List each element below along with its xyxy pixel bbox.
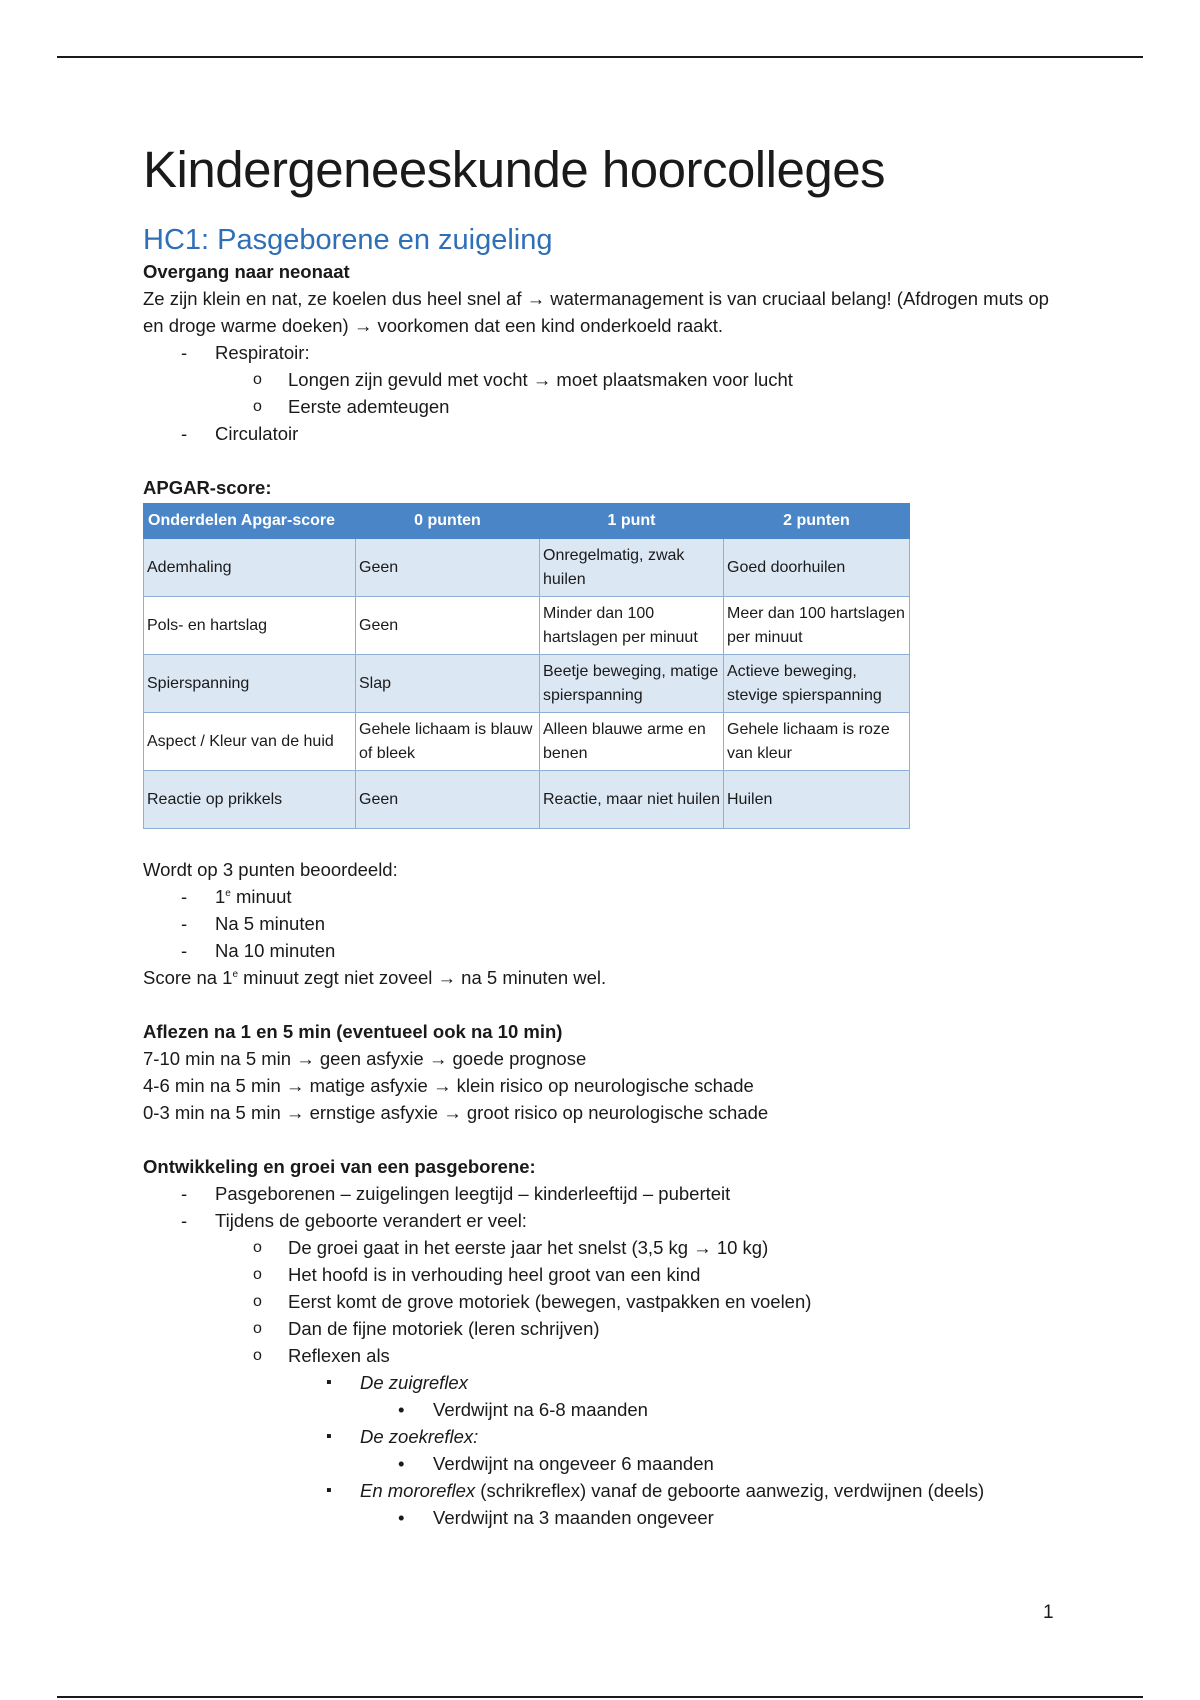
score-note xyxy=(143,964,1063,991)
table-cell: Reactie, maar niet huilen xyxy=(540,771,724,829)
table-cell: Reactie op prikkels xyxy=(144,771,356,829)
top-rule xyxy=(57,56,1143,58)
table-cell: Beetje beweging, matige spierspanning xyxy=(540,655,724,713)
table-cell: Spierspanning xyxy=(144,655,356,713)
table-cell: Meer dan 100 hartslagen per minuut xyxy=(724,597,910,655)
table-cell: Goed doorhuilen xyxy=(724,539,910,597)
list-item-eerste-minuut xyxy=(143,883,1063,910)
table-cell: Actieve beweging, stevige spierspanning xyxy=(724,655,910,713)
list-item: • Verdwijnt na 3 maanden ongeveer xyxy=(143,1504,1063,1531)
table-cell: Aspect / Kleur van de huid xyxy=(144,713,356,771)
list-item: - Tijdens de geboorte verandert er veel: xyxy=(143,1207,1063,1234)
list-item-10-minuten: - Na 10 minuten xyxy=(143,937,1063,964)
page-content xyxy=(143,140,1063,1531)
table-cell: Huilen xyxy=(724,771,910,829)
ontwikkeling-heading: Ontwikkeling en groei van een pasgeborene: xyxy=(143,1156,536,1177)
overgang-heading: Overgang naar neonaat xyxy=(143,261,350,282)
apgar-header-cell: 1 punt xyxy=(540,504,724,539)
table-cell: Minder dan 100 hartslagen per minuut xyxy=(540,597,724,655)
aflezen-line: 7-10 min na 5 min → geen asfyxie → goede prognose xyxy=(143,1048,587,1069)
ordinal-suffix: e xyxy=(225,887,231,899)
list-item-5-minuten: - Na 5 minuten xyxy=(143,910,1063,937)
table-row xyxy=(144,597,910,655)
apgar-header-cell: Onderdelen Apgar-score xyxy=(144,504,356,539)
list-item-respiratoir: - Respiratoir: xyxy=(143,339,1063,366)
list-item: - Pasgeborenen – zuigelingen leegtijd – kinderleeftijd – puberteit xyxy=(143,1180,1063,1207)
overgang-list xyxy=(143,339,1063,447)
bottom-rule xyxy=(57,1696,1143,1698)
overgang-paragraph: Ze zijn klein en nat, ze koelen dus heel snel af → watermanagement is van cruciaal belang! (Afdrogen muts op en droge warme doeken) → voorkomen dat een kind onderkoeld raakt. xyxy=(143,288,1049,336)
mororeflex-italic: En mororeflex xyxy=(360,1480,476,1501)
page-number: 1 xyxy=(1043,1602,1054,1623)
table-cell: Slap xyxy=(356,655,540,713)
beoordeeld-intro: Wordt op 3 punten beoordeeld: xyxy=(143,859,398,880)
table-cell: Geen xyxy=(356,539,540,597)
ontwikkeling-list xyxy=(143,1180,1063,1531)
apgar-table xyxy=(143,503,910,829)
table-cell: Pols- en hartslag xyxy=(144,597,356,655)
table-cell: Geen xyxy=(356,597,540,655)
list-item: o Eerst komt de grove motoriek (bewegen, vastpakken en voelen) xyxy=(143,1288,1063,1315)
table-cell: Geen xyxy=(356,771,540,829)
table-cell: Gehele lichaam is blauw of bleek xyxy=(356,713,540,771)
beoordeeld-list xyxy=(143,883,1063,964)
score-prefix: Score na 1 xyxy=(143,967,233,988)
section-heading-hc1: HC1: Pasgeborene en zuigeling xyxy=(143,224,553,256)
ordinal-number: 1 xyxy=(215,886,226,907)
list-item-zuigreflex: ▪ De zuigreflex xyxy=(143,1369,1063,1396)
aflezen-line: 0-3 min na 5 min → ernstige asfyxie → groot risico op neurologische schade xyxy=(143,1102,769,1123)
list-item-respiratoir-2: o Eerste ademteugen xyxy=(143,393,1063,420)
apgar-heading: APGAR-score: xyxy=(143,477,272,498)
list-item-zoekreflex: ▪ De zoekreflex: xyxy=(143,1423,1063,1450)
list-item-circulatoir: - Circulatoir xyxy=(143,420,1063,447)
list-item: • Verdwijnt na 6-8 maanden xyxy=(143,1396,1063,1423)
list-item-mororeflex xyxy=(143,1477,1063,1504)
list-item-respiratoir-1: o Longen zijn gevuld met vocht → moet plaatsmaken voor lucht xyxy=(143,366,1063,393)
list-item: o De groei gaat in het eerste jaar het snelst (3,5 kg → 10 kg) xyxy=(143,1234,1063,1261)
mororeflex-rest: (schrikreflex) vanaf de geboorte aanwezig, verdwijnen (deels) xyxy=(475,1480,985,1501)
table-row xyxy=(144,713,910,771)
score-suffix: minuut zegt niet zoveel → na 5 minuten wel. xyxy=(238,967,607,988)
table-cell: Ademhaling xyxy=(144,539,356,597)
aflezen-heading: Aflezen na 1 en 5 min (eventueel ook na 10 min) xyxy=(143,1021,563,1042)
apgar-header-cell: 0 punten xyxy=(356,504,540,539)
list-item: o Reflexen als xyxy=(143,1342,1063,1369)
table-cell: Onregelmatig, zwak huilen xyxy=(540,539,724,597)
table-row xyxy=(144,771,910,829)
apgar-header-row xyxy=(144,504,910,539)
ordinal-suffix: e xyxy=(232,968,239,980)
table-row xyxy=(144,655,910,713)
document-title: Kindergeneeskunde hoorcolleges xyxy=(143,141,886,198)
list-item: o Het hoofd is in verhouding heel groot van een kind xyxy=(143,1261,1063,1288)
list-item: o Dan de fijne motoriek (leren schrijven) xyxy=(143,1315,1063,1342)
table-row xyxy=(144,539,910,597)
list-item: • Verdwijnt na ongeveer 6 maanden xyxy=(143,1450,1063,1477)
item-text: minuut xyxy=(230,886,292,907)
aflezen-line: 4-6 min na 5 min → matige asfyxie → klein risico op neurologische schade xyxy=(143,1075,754,1096)
table-cell: Gehele lichaam is roze van kleur xyxy=(724,713,910,771)
table-cell: Alleen blauwe arme en benen xyxy=(540,713,724,771)
apgar-header-cell: 2 punten xyxy=(724,504,910,539)
